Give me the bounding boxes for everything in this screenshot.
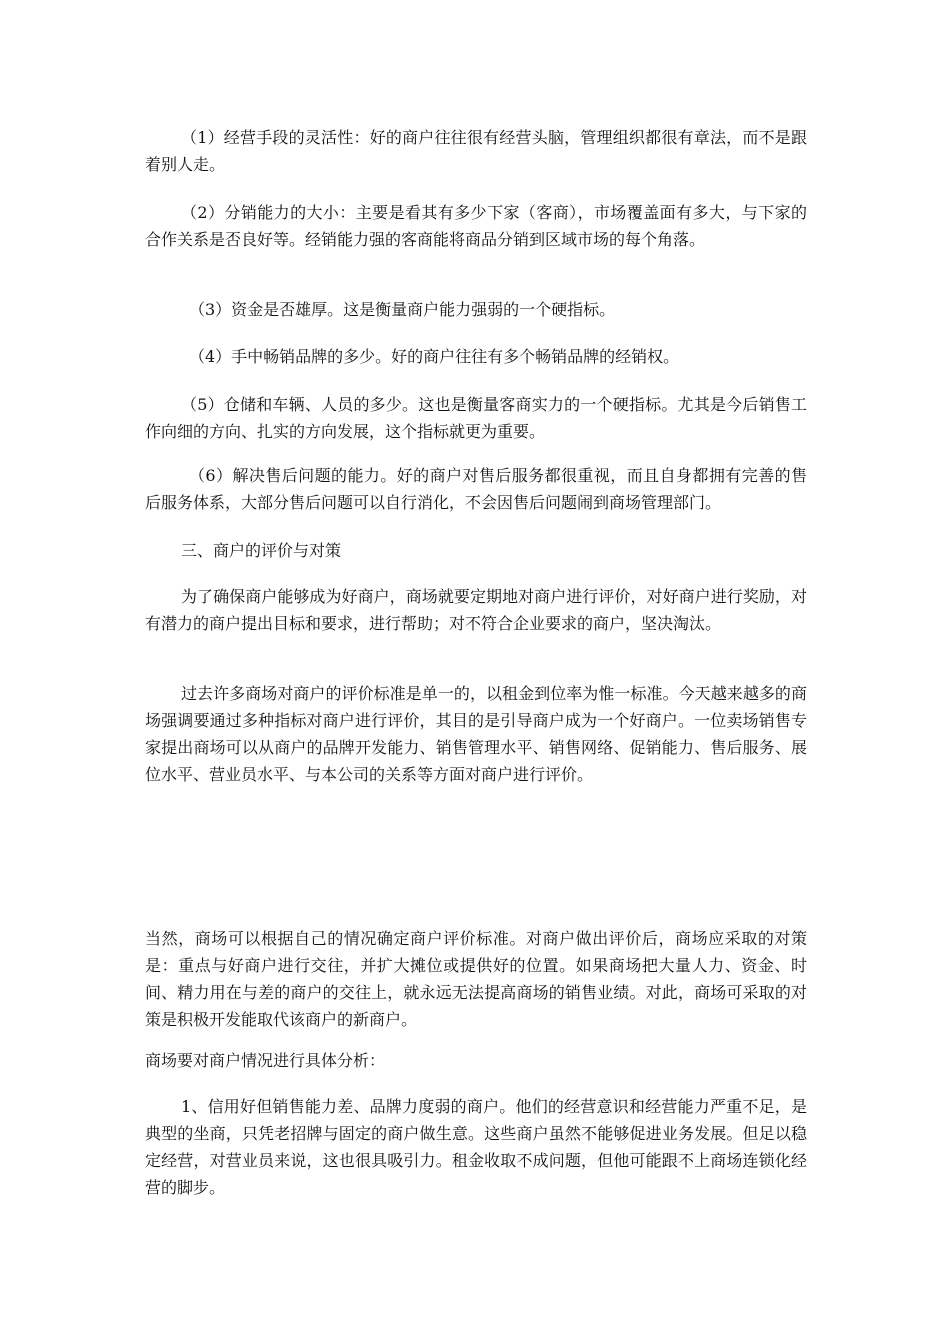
paragraph-brands: （4）手中畅销品牌的多少。好的商户往往有多个畅销品牌的经销权。 [189, 347, 680, 366]
paragraph-analysis-intro: 商场要对商户情况进行具体分析： [145, 1051, 386, 1070]
paragraph-distribution: （2）分销能力的大小：主要是看其有多少下家（客商），市场覆盖面有多大，与下家的合作关系是否良好等。经销能力强的客商能将商品分销到区域市场的每个角落。 [145, 203, 807, 249]
paragraph-countermeasures: 当然，商场可以根据自己的情况确定商户评价标准。对商户做出评价后，商场应采取的对策是：重点与好商户进行交往，并扩大摊位或提供好的位置。如果商场把大量人力、资金、时间、精力用在与差的商户的交往上，就永远无法提高商场的销售业绩。对此，商场可采取的对策是积极开发能取代该商户的新商户。 [145, 929, 807, 1029]
paragraph-funds: （3）资金是否雄厚。这是衡量商户能力强弱的一个硬指标。 [189, 300, 616, 319]
paragraph-merchant-type-1: 1、信用好但销售能力差、品牌力度弱的商户。他们的经营意识和经营能力严重不足，是典型的坐商，只凭老招牌与固定的商户做生意。这些商户虽然不能够促进业务发展。但足以稳定经营，对营业员来说，这也很具吸引力。租金收取不成问题，但他可能跟不上商场连锁化经营的脚步。 [145, 1097, 807, 1197]
section-heading: 三、商户的评价与对策 [181, 541, 342, 560]
paragraph-storage: （5）仓储和车辆、人员的多少。这也是衡量客商实力的一个硬指标。尤其是今后销售工作向细的方向、扎实的方向发展，这个指标就更为重要。 [145, 395, 807, 441]
paragraph-evaluation-purpose: 为了确保商户能够成为好商户，商场就要定期地对商户进行评价，对好商户进行奖励，对有潜力的商户提出目标和要求，进行帮助；对不符合企业要求的商户，坚决淘汰。 [145, 587, 807, 633]
paragraph-evaluation-standards: 过去许多商场对商户的评价标准是单一的，以租金到位率为惟一标准。今天越来越多的商场强调要通过多种指标对商户进行评价，其目的是引导商户成为一个好商户。一位卖场销售专家提出商场可以从商户的品牌开发能力、销售管理水平、销售网络、促销能力、售后服务、展位水平、营业员水平、与本公司的关系等方面对商户进行评价。 [145, 684, 807, 784]
paragraph-after-sales: （6）解决售后问题的能力。好的商户对售后服务都很重视，而且自身都拥有完善的售后服务体系，大部分售后问题可以自行消化，不会因售后问题闹到商场管理部门。 [145, 466, 807, 512]
paragraph-flexibility: （1）经营手段的灵活性：好的商户往往很有经营头脑，管理组织都很有章法，而不是跟着别人走。 [145, 128, 807, 174]
